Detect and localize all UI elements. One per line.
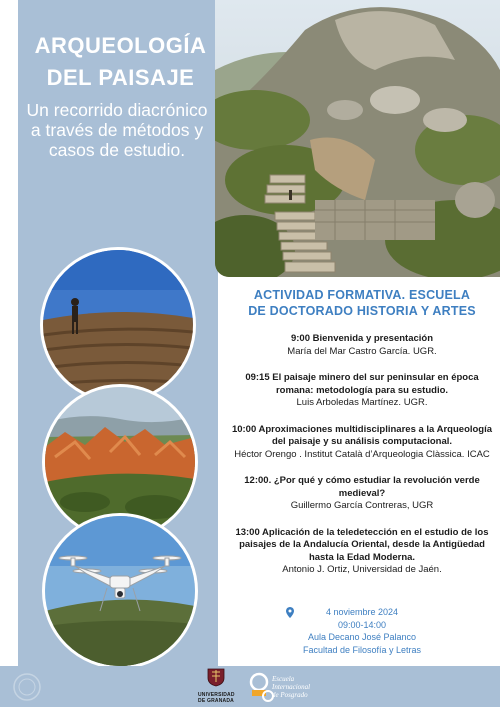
session-title: 13:00 Aplicación de la teledetección en el estudio de los paisajes de la Andalucía Oriental, desde la Antigüedad hasta la Edad Moderna. [235,526,489,563]
poster-subtitle: Un recorrido diacrónico a través de métodos y casos de estudio. [26,100,208,160]
session-title: 9:00 Bienvenida y presentación [290,333,434,344]
session-item [228,475,496,513]
location-pin-icon [286,607,294,622]
session-item [228,527,496,577]
eid-line-1: Escuela [272,675,295,683]
corner-seal-icon [12,672,42,707]
session-speaker: María del Mar Castro García. UGR. [287,345,437,357]
title-line-2: DEL PAISAJE [46,65,195,90]
heading-line-1: ACTIVIDAD FORMATIVA. ESCUELA [253,288,471,302]
ugr-crest-icon [207,667,225,687]
program-heading [228,287,496,319]
session-speaker: Guillermo García Contreras, UGR [290,500,434,511]
drone-illustration [45,516,195,666]
session-item [228,424,496,462]
ugr-line-2: DE GRANADA [198,698,234,704]
hero-photo-stone-steps [215,0,500,277]
plowed-field-illustration [43,250,193,400]
hero-illustration [215,0,500,277]
eid-line-3: de Posgrado [272,691,308,699]
photo-drone [42,513,198,669]
session-speaker: Luis Arboledas Martínez. UGR. [296,397,428,408]
session-item [228,372,496,410]
heading-line-2: DE DOCTORADO HISTORIA Y ARTES [248,304,476,318]
session-title: 09:15 El paisaje minero del sur peninsular en época romana: metodología para su estudio. [245,372,479,396]
photo-plowed-field [40,247,196,403]
event-hours: 09:00-14:00 [337,619,387,630]
program [228,287,496,591]
title-line-1: ARQUEOLOGÍA [34,33,207,58]
session-item [228,333,496,358]
poster-title [18,30,223,94]
session-speaker: Héctor Orengo . Institut Català d’Arqueologia Clàssica. ICAC [234,448,490,460]
event-date: 4 noviembre 2024 [325,607,399,617]
eid-logo-text [272,675,310,699]
session-title: 12:00. ¿Por qué y cómo estudiar la revolución verde medieval? [244,475,480,499]
event-faculty: Facultad de Filosofía y Letras [302,644,422,655]
event-room: Aula Decano José Palanco [307,632,417,642]
ugr-logo [198,667,234,704]
session-title: 10:00 Aproximaciones multidisciplinares a la Arqueología del paisaje y su análisis computacional. [231,423,493,447]
ugr-line-1: UNIVERSIDAD [198,692,235,698]
eid-line-2: Internacional [272,683,311,691]
session-speaker: Antonio J. Ortiz, Universidad de Jaén. [282,564,442,575]
event-info [228,606,496,656]
